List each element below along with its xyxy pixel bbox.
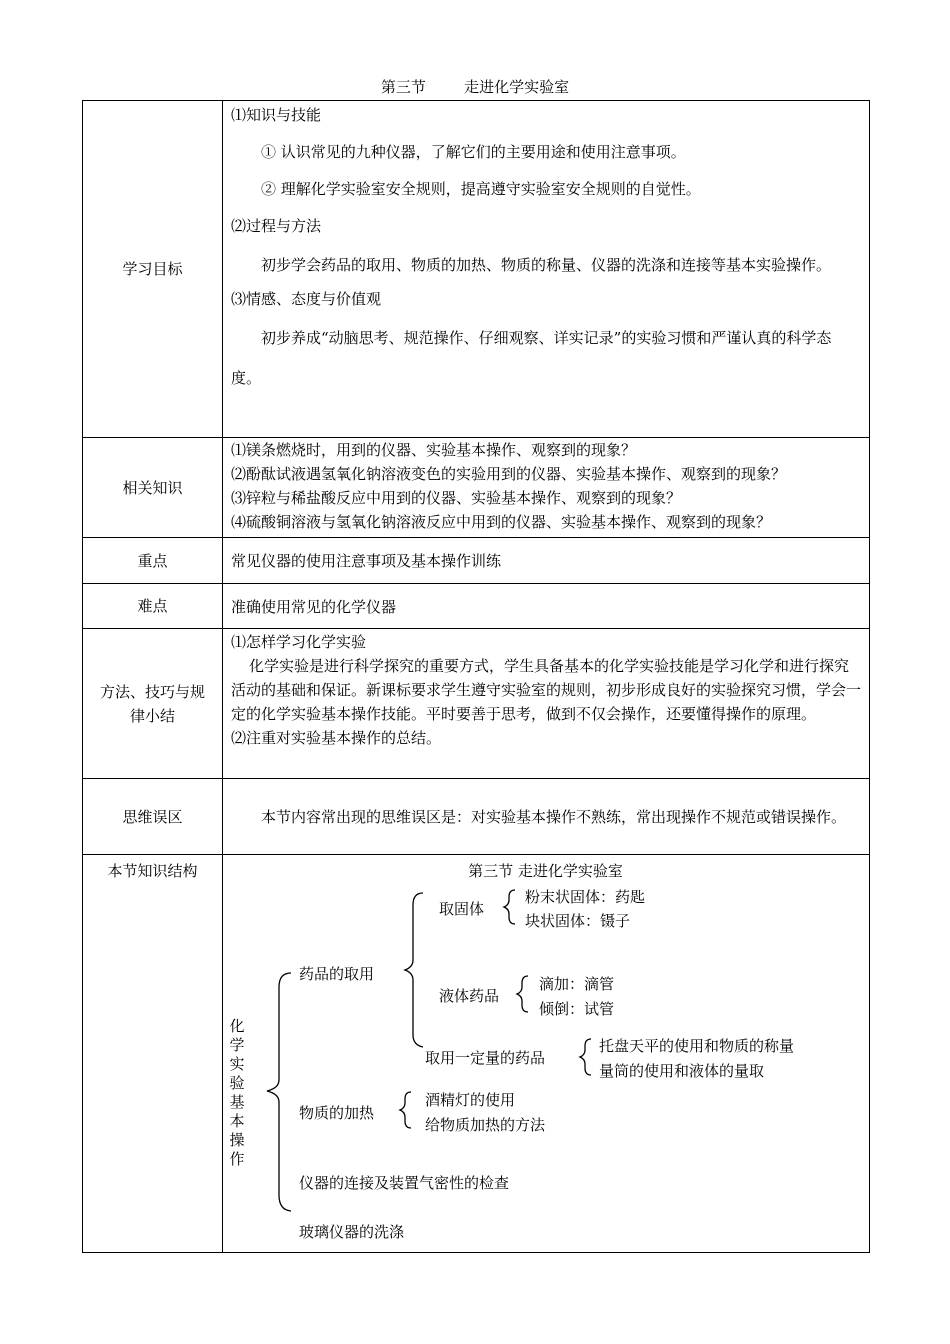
node-fixed: 取用一定量的药品 [425, 1049, 546, 1067]
row-key-point [83, 538, 870, 584]
root-label: 化学实验基本操作 [229, 1017, 245, 1168]
lesson-table [82, 100, 870, 1253]
structure-title: 第三节 走进化学实验室 [468, 862, 623, 880]
cell-misconceptions [223, 779, 870, 855]
row-methods [83, 629, 870, 779]
node-reagent: 药品的取用 [299, 965, 375, 983]
node-powder: 粉末状固体：药匙 [525, 888, 646, 906]
node-solid: 取固体 [439, 900, 485, 918]
node-balance: 托盘天平的使用和物质的称量 [599, 1037, 795, 1055]
row-misconceptions [83, 779, 870, 855]
node-connect: 仪器的连接及装置气密性的检查 [299, 1174, 510, 1192]
row-related [83, 438, 870, 538]
fixed-brace-icon [580, 1039, 591, 1075]
label-misconceptions: 思维误区 [83, 779, 223, 855]
label-related: 相关知识 [83, 438, 223, 538]
objective-item-2: ② 理解化学实验室安全规则，提高遵守实验室安全规则的自觉性。 [261, 180, 701, 198]
reagent-brace-icon [405, 893, 423, 1047]
node-heat-method: 给物质加热的方法 [425, 1116, 546, 1134]
node-heating: 物质的加热 [299, 1104, 375, 1122]
misconceptions-text: 本节内容常出现的思维误区是：对实验基本操作不熟练，常出现操作不规范或错误操作。 [261, 807, 847, 826]
node-lamp: 酒精灯的使用 [425, 1091, 516, 1109]
related-item-3: ⑶锌粒与稀盐酸反应中用到的仪器、实验基本操作、观察到的现象？ [231, 489, 682, 507]
objective-heading-3: ⑶情感、态度与价值观 [231, 290, 382, 308]
label-methods: 方法、技巧与规律小结 [83, 629, 223, 779]
cell-related [223, 438, 870, 538]
row-structure [83, 855, 870, 1253]
label-difficulty: 难点 [83, 584, 223, 629]
node-liquid: 液体药品 [439, 987, 500, 1005]
related-item-1: ⑴镁条燃烧时，用到的仪器、实验基本操作、观察到的现象？ [231, 441, 637, 459]
difficulty-text: 准确使用常见的化学仪器 [231, 597, 397, 616]
methods-heading-2: ⑵注重对实验基本操作的总结。 [231, 729, 442, 747]
node-cylinder: 量筒的使用和液体的量取 [599, 1062, 765, 1080]
page-title: 第三节 走进化学实验室 [380, 78, 570, 96]
cell-methods [223, 629, 870, 779]
objective-heading-1: ⑴知识与技能 [231, 106, 322, 124]
key-point-text: 常见仪器的使用注意事项及基本操作训练 [231, 552, 502, 570]
root-brace-icon [267, 973, 291, 1211]
objective-heading-2: ⑵过程与方法 [231, 217, 322, 235]
node-wash: 玻璃仪器的洗涤 [299, 1223, 405, 1241]
cell-structure [223, 855, 870, 1253]
liquid-brace-icon [517, 976, 528, 1012]
cell-difficulty [223, 584, 870, 629]
row-difficulty [83, 584, 870, 629]
label-key-point: 重点 [83, 538, 223, 584]
node-block: 块状固体：镊子 [525, 912, 631, 930]
objective-item-1: ① 认识常见的九种仪器，了解它们的主要用途和使用注意事项。 [261, 143, 686, 161]
solid-brace-icon [504, 890, 515, 924]
objective-item-3: 初步学会药品的取用、物质的加热、物质的称量、仪器的洗涤和连接等基本实验操作。 [261, 256, 832, 274]
label-objectives: 学习目标 [83, 101, 223, 438]
related-item-4: ⑷硫酸铜溶液与氢氧化钠溶液反应中用到的仪器、实验基本操作、观察到的现象？ [231, 513, 772, 531]
cell-objectives [223, 101, 870, 438]
node-drop: 滴加：滴管 [539, 975, 615, 993]
knowledge-structure-diagram [223, 855, 869, 1245]
label-structure: 本节知识结构 [83, 855, 223, 1253]
row-objectives [83, 101, 870, 438]
related-item-2: ⑵酚酞试液遇氢氧化钠溶液变色的实验用到的仪器、实验基本操作、观察到的现象？ [231, 465, 787, 483]
heating-brace-icon [400, 1092, 411, 1128]
methods-paragraph: 化学实验是进行科学探究的重要方式，学生具备基本的化学实验技能是学习化学和进行探究活动的基础和保证。新课标要求学生遵守实验室的规则，初步形成良好的实验探究习惯，学会一定的化学实验基本操作技能。平时要善于思考，做到不仅会操作，还要懂得操作的原理。 [231, 657, 862, 723]
node-pour: 倾倒：试管 [539, 1000, 615, 1018]
cell-key-point [223, 538, 870, 584]
methods-heading-1: ⑴怎样学习化学实验 [231, 633, 367, 651]
objective-item-4: 初步养成“动脑思考、规范操作、仔细观察、详实记录”的实验习惯和严谨认真的科学态度。 [231, 329, 832, 387]
